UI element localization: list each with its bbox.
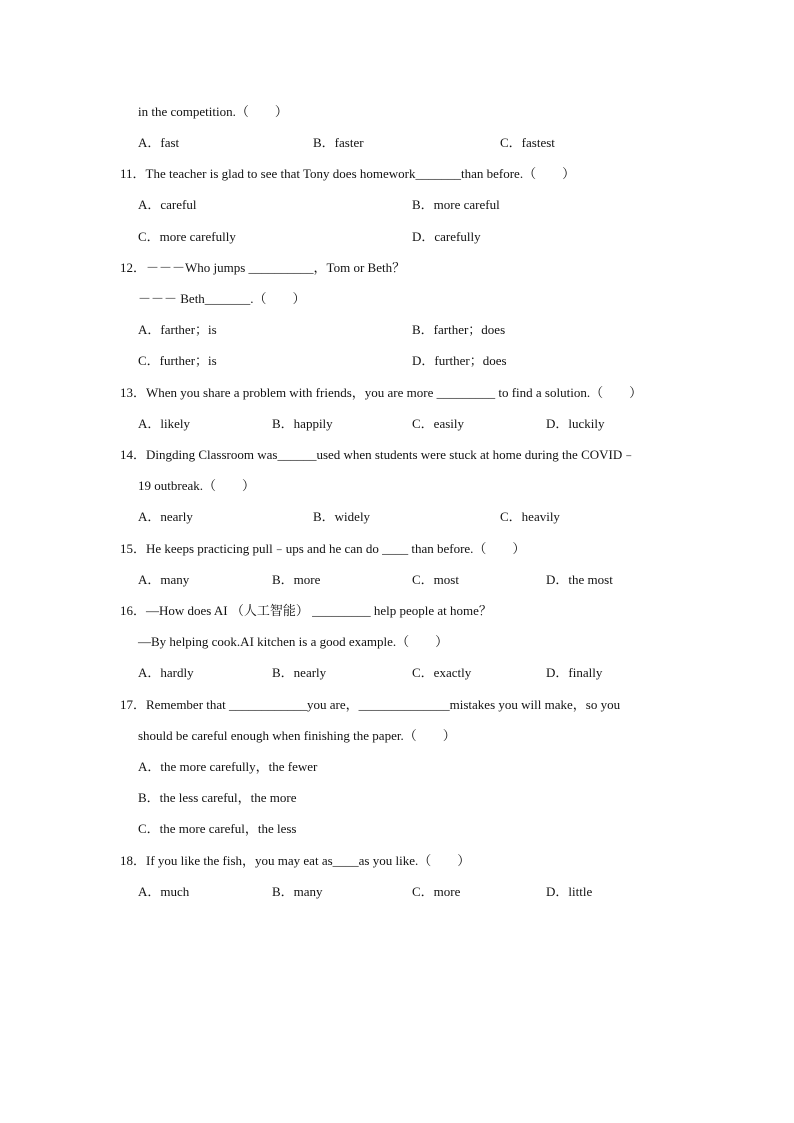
q16-stem-answer-line: —By helping cook.AI kitchen is a good example.（ ） (138, 634, 449, 649)
q16-option-a[interactable]: A．hardly (138, 665, 194, 680)
q14-stem: 14．Dingding Classroom was______used when students were stuck at home during the COVID﹣ (120, 447, 636, 462)
q12-stem: 12．－－－Who jumps __________，Tom or Beth？ (120, 260, 406, 275)
q15-stem: 15．He keeps practicing pull﹣ups and he can do ____ than before.（ ） (120, 541, 526, 556)
q18-option-c[interactable]: C．more (412, 884, 461, 899)
q13-option-b[interactable]: B．happily (272, 416, 333, 431)
q12-stem-answer-line: －－－ Beth_______.（ ） (138, 291, 306, 306)
q13-option-d[interactable]: D．luckily (546, 416, 605, 431)
q12-option-c[interactable]: C．further；is (138, 353, 217, 368)
q17-option-b[interactable]: B．the less careful，the more (138, 790, 297, 805)
q12-option-a[interactable]: A．farther；is (138, 322, 217, 337)
q14-option-b[interactable]: B．widely (313, 509, 371, 524)
q10-option-c[interactable]: C．fastest (500, 135, 555, 150)
q18-option-d[interactable]: D．little (546, 884, 593, 899)
q14-option-c[interactable]: C．heavily (500, 509, 560, 524)
q14-option-a[interactable]: A．nearly (138, 509, 193, 524)
q12-option-b[interactable]: B．farther；does (412, 322, 506, 337)
q15-option-b[interactable]: B．more (272, 572, 321, 587)
q15-option-d[interactable]: D．the most (546, 572, 613, 587)
q16-option-b[interactable]: B．nearly (272, 665, 327, 680)
q15-option-a[interactable]: A．many (138, 572, 190, 587)
q15-option-c[interactable]: C．most (412, 572, 459, 587)
q17-stem-continuation: should be careful enough when finishing the paper.（ ） (138, 728, 456, 743)
q10-option-b[interactable]: B．faster (313, 135, 364, 150)
q16-stem: 16．—How does AI （人工智能） _________ help people at home？ (120, 603, 492, 618)
q16-option-d[interactable]: D．finally (546, 665, 603, 680)
q17-option-a[interactable]: A．the more carefully，the fewer (138, 759, 318, 774)
q11-option-a[interactable]: A．careful (138, 197, 197, 212)
q11-option-b[interactable]: B．more careful (412, 197, 500, 212)
q11-option-d[interactable]: D．carefully (412, 229, 481, 244)
q14-stem-continuation: 19 outbreak.（ ） (138, 478, 255, 493)
q10-stem-continuation: in the competition.（ ） (138, 104, 288, 119)
q12-option-d[interactable]: D．further；does (412, 353, 507, 368)
q18-stem: 18．If you like the fish，you may eat as____as you like.（ ） (120, 853, 471, 868)
q18-option-b[interactable]: B．many (272, 884, 323, 899)
q13-option-c[interactable]: C．easily (412, 416, 464, 431)
q17-option-c[interactable]: C．the more careful，the less (138, 821, 297, 836)
q18-option-a[interactable]: A．much (138, 884, 190, 899)
q17-stem: 17．Remember that ____________you are，______________mistakes you will make，so you (120, 697, 621, 712)
q13-option-a[interactable]: A．likely (138, 416, 190, 431)
q10-option-a[interactable]: A．fast (138, 135, 180, 150)
q16-option-c[interactable]: C．exactly (412, 665, 472, 680)
q13-stem: 13．When you share a problem with friends，you are more _________ to find a solution.（ ） (120, 385, 643, 400)
q11-stem: 11．The teacher is glad to see that Tony does homework_______than before.（ ） (120, 166, 576, 181)
q11-option-c[interactable]: C．more carefully (138, 229, 236, 244)
